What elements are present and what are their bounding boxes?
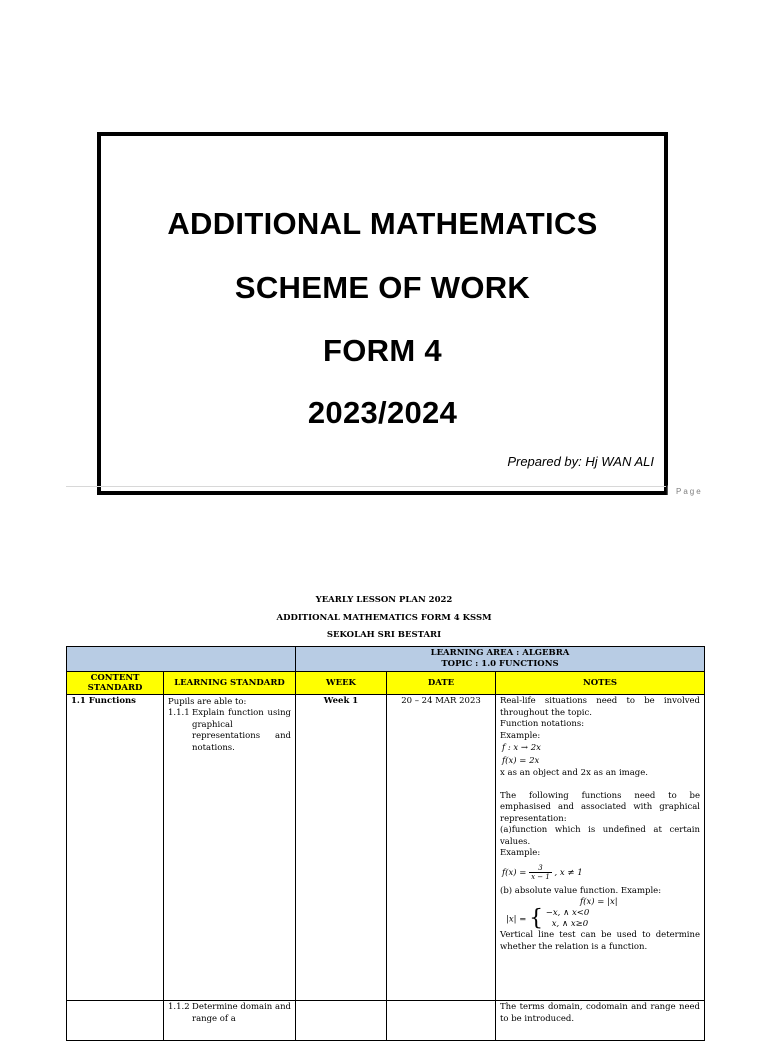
piecewise-cases — [546, 908, 590, 930]
ls-item — [168, 1002, 291, 1025]
notes-cell — [496, 1001, 705, 1041]
ls-text: Explain function using graphical representations and notations. — [192, 708, 291, 753]
math-lhs: |x| = — [506, 914, 527, 925]
case-2: x, ∧ x≥0 — [551, 919, 589, 929]
content-standard-cell: 1.1 Functions — [67, 695, 164, 1001]
learning-area-row — [67, 647, 705, 672]
case-1: −x, ∧ x<0 — [545, 908, 590, 918]
footer-divider — [66, 486, 666, 487]
plan-heading-subject: ADDITIONAL MATHEMATICS FORM 4 KSSM — [276, 613, 492, 623]
note-text: (b) absolute value function. Example: — [500, 885, 662, 896]
learning-standard-cell — [164, 695, 296, 1001]
note-text: x as an object and 2x as an image. — [500, 768, 648, 778]
fraction-denominator: x − 1 — [531, 872, 550, 881]
prepared-by: Prepared by: Hj WAN ALI — [507, 454, 654, 469]
piecewise-expression — [506, 908, 700, 930]
footer-page-label: Page — [676, 487, 703, 496]
fraction-numerator: 3 — [529, 864, 552, 873]
footer-separator: | — [666, 485, 669, 496]
cover-title-line-3: FORM 4 — [323, 333, 442, 368]
ls-number: 1.1.2 — [168, 1002, 190, 1012]
content-standard-cell — [67, 1001, 164, 1041]
math-condition: , x ≠ 1 — [554, 867, 583, 878]
col-content-standard: CONTENT STANDARD — [67, 672, 164, 695]
col-date: DATE — [387, 672, 496, 695]
table-row — [67, 695, 705, 1001]
cover-title-line-4: 2023/2024 — [307, 395, 458, 430]
week-cell — [296, 1001, 387, 1041]
note-text: The following functions need to be emphasised and associated with graphical representation: — [500, 790, 700, 824]
math-expression: f(x) = |x| — [580, 897, 618, 907]
learning-standard-cell — [164, 1001, 296, 1041]
col-notes: NOTES — [496, 672, 705, 695]
plan-heading-school: SEKOLAH SRI BESTARI — [326, 630, 442, 640]
note-text: Function notations: — [500, 719, 585, 729]
cover-frame — [97, 132, 668, 495]
note-text: (a)function which is undefined at certain values. — [500, 825, 700, 847]
learning-area-cell — [296, 647, 705, 672]
ls-item — [168, 708, 291, 754]
note-text: Example: — [500, 730, 541, 741]
ls-intro: Pupils are able to: — [168, 697, 247, 707]
notes-cell — [496, 695, 705, 1001]
note-text: Vertical line test can be used to determine whether the relation is a function. — [500, 930, 700, 952]
col-learning-standard: LEARNING STANDARD — [164, 672, 296, 695]
note-text: Real-life situations need to be involved throughout the topic. — [500, 696, 700, 718]
math-expression: f : x → 2x — [502, 743, 541, 753]
note-text: The terms domain, codomain and range need to be introduced. — [500, 1002, 700, 1024]
math-lhs: f(x) = — [502, 867, 527, 878]
topic-label: TOPIC : 1.0 FUNCTIONS — [441, 659, 559, 669]
math-expression: f(x) = 2x — [502, 756, 540, 766]
math-fraction-expression — [500, 860, 700, 886]
date-cell — [387, 1001, 496, 1041]
ls-number: 1.1.1 — [168, 708, 190, 718]
lesson-plan-table — [66, 646, 705, 1041]
table-row — [67, 1001, 705, 1041]
col-week: WEEK — [296, 672, 387, 695]
note-text: Example: — [500, 848, 541, 858]
cover-title-line-2: SCHEME OF WORK — [234, 270, 531, 305]
brace-icon: { — [529, 906, 544, 931]
fraction — [529, 864, 552, 881]
date-cell: 20 – 24 MAR 2023 — [387, 695, 496, 1001]
learning-area-label: LEARNING AREA : ALGEBRA — [430, 648, 570, 658]
learning-area-blank — [67, 647, 296, 672]
week-cell: Week 1 — [296, 695, 387, 1001]
table-header-row — [67, 672, 705, 695]
plan-heading-year: YEARLY LESSON PLAN 2022 — [315, 595, 453, 605]
cover-title-line-1: ADDITIONAL MATHEMATICS — [167, 206, 598, 241]
ls-text: Determine domain and range of a — [192, 1002, 291, 1024]
